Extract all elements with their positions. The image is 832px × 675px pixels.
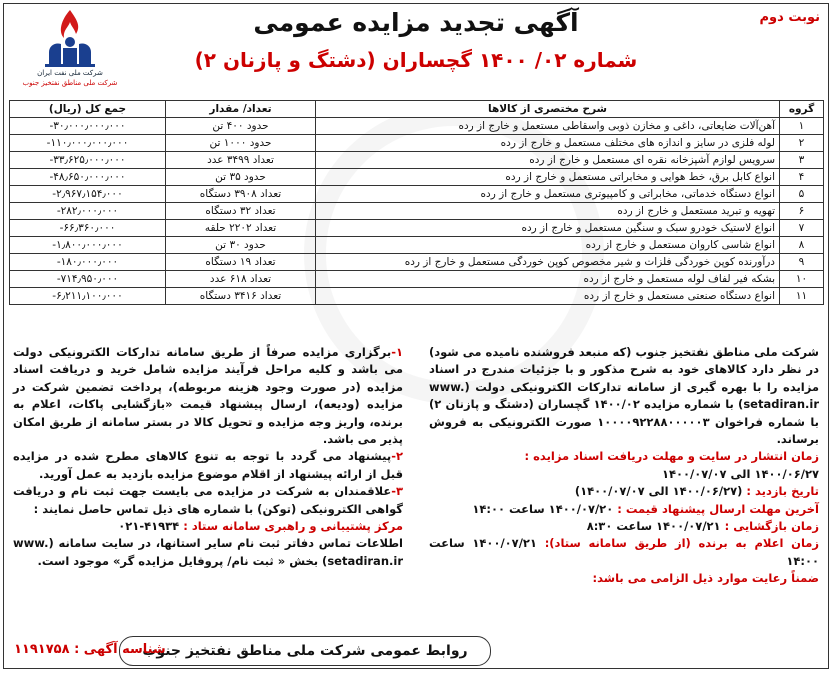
cell-desc: لوله فلزی در سایز و اندازه های مختلف مستعمل و خارج از رده <box>316 135 780 152</box>
cell-total: ۶۶٫۳۶۰٫۰۰۰- <box>10 220 166 237</box>
nioc-logo <box>10 8 130 98</box>
item1-num: ۱- <box>391 345 403 359</box>
page-subtitle: شماره ۰۲/ ۱۴۰۰ گچساران (دشتگ و پازنان ۲) <box>194 48 638 72</box>
col-header-desc: شرح مختصری از کالاها <box>316 101 780 118</box>
cell-qty: حدود ۱۰۰۰ تن <box>166 135 316 152</box>
cell-qty: حدود ۳۰ تن <box>166 237 316 254</box>
col-header-qty: تعداد/ مقدار <box>166 101 316 118</box>
cell-total: ۶٫۲۱۱٫۱۰۰٫۰۰۰- <box>10 288 166 305</box>
footer-banner: روابط عمومی شرکت ملی مناطق نفتخیز جنوب <box>119 636 491 666</box>
logo-caption-1: شرکت ملی نفت ایران <box>37 69 103 77</box>
cell-desc: انواع دستگاه خدماتی، مخابراتی و کامپیوتری مستعمل و خارج از رده <box>316 186 780 203</box>
footer <box>4 632 828 668</box>
table-row <box>10 135 824 152</box>
item2-num: ۲- <box>391 449 403 464</box>
table-row <box>10 203 824 220</box>
ad-id-value: ۱۱۹۱۷۵۸ <box>14 642 70 657</box>
support-label: مرکز پشتیبانی و راهبری سامانه ستاد : <box>183 519 403 534</box>
cell-total: ۴۸٫۶۵۰٫۰۰۰٫۰۰۰- <box>10 169 166 186</box>
table-row <box>10 254 824 271</box>
publish-value: ۱۴۰۰/۰۶/۲۷ الی ۱۴۰۰/۰۷/۰۷ <box>661 466 819 481</box>
cell-qty: تعداد ۳۴۱۶ دستگاه <box>166 288 316 305</box>
deadline-label: آخرین مهلت ارسال پیشنهاد قیمت : <box>617 501 819 516</box>
note-text: ضمناً رعایت موارد ذیل الزامی می باشد: <box>592 571 819 586</box>
cell-num: ۷ <box>780 220 824 237</box>
publish-label: زمان انتشار در سایت و مهلت دریافت اسناد مزایده : <box>524 449 819 464</box>
cell-total: ۷۱۴٫۹۵۰٫۰۰۰- <box>10 271 166 288</box>
cell-num: ۱۰ <box>780 271 824 288</box>
cell-desc: آهن‌آلات ضایعاتی، داغی و مخازن ذوبی واسقاطی مستعمل و خارج از رده <box>316 118 780 135</box>
table-row <box>10 271 824 288</box>
cell-total: ۳۳٫۶۲۵٫۰۰۰٫۰۰۰- <box>10 152 166 169</box>
notice-page <box>3 3 829 669</box>
cell-total: ۱٫۸۰۰٫۰۰۰٫۰۰۰- <box>10 237 166 254</box>
cell-total: ۳۰٫۰۰۰٫۰۰۰٫۰۰۰- <box>10 118 166 135</box>
round-label: نوبت دوم <box>759 10 820 25</box>
opening-label: زمان بازگشایی : <box>724 519 819 534</box>
support-phone: ۴۱۹۳۴-۰۲۱ <box>118 519 180 534</box>
page-title: آگهی تجدید مزایده عمومی <box>253 8 579 37</box>
notice-body <box>9 344 823 614</box>
table-row <box>10 118 824 135</box>
ad-id <box>14 642 166 657</box>
right-column <box>429 344 819 588</box>
cell-qty: حدود ۳۵ تن <box>166 169 316 186</box>
cell-desc: انواع کابل برق، خط هوایی و مخابراتی مستعمل و خارج از رده <box>316 169 780 186</box>
cell-num: ۴ <box>780 169 824 186</box>
cell-num: ۲ <box>780 135 824 152</box>
header <box>4 4 828 102</box>
cell-qty: تعداد ۳۴۹۹ عدد <box>166 152 316 169</box>
visit-label: تاریخ بازدید : <box>746 484 819 499</box>
table-row <box>10 169 824 186</box>
cell-num: ۸ <box>780 237 824 254</box>
table-row <box>10 288 824 305</box>
cell-qty: تعداد ۳۲ دستگاه <box>166 203 316 220</box>
col-header-group: گروه <box>780 101 824 118</box>
winner-label: زمان اعلام به برنده (از طریق سامانه ستاد): <box>544 536 820 551</box>
winner-value: ۱۴۰۰/۰۷/۲۱ ساعت ۱۴:۰۰ <box>429 536 819 568</box>
deadline-value: ۱۴۰۰/۰۷/۲۰ ساعت ۱۴:۰۰ <box>472 501 614 516</box>
cell-qty: تعداد ۶۱۸ عدد <box>166 271 316 288</box>
cell-desc: انواع شاسی کاروان مستعمل و خارج از رده <box>316 237 780 254</box>
ad-id-label: شناسه آگهی : <box>74 642 166 657</box>
cell-desc: انواع دستگاه صنعتی مستعمل و خارج از رده <box>316 288 780 305</box>
contact-text: اطلاعات تماس دفاتر ثبت نام سایر استانها، در سایت سامانه (www. setadiran.ir) بخش « ثبت نام/ پروفایل مزایده گر» موجود است. <box>13 536 403 568</box>
flame-logo-icon <box>41 8 99 68</box>
cell-total: ۲٫۹۶۷٫۱۵۴٫۰۰۰- <box>10 186 166 203</box>
items-table <box>9 100 824 305</box>
item3-num: ۳- <box>391 484 403 499</box>
item1-text: برگزاری مزایده صرفاً از طریق سامانه تدارکات الکترونیکی دولت می باشد و کلیه مراحل فرآیند مزایده شامل خرید و دریافت اسناد مزایده (در صورت وجود هزینه مربوطه)، پرداخت تضمین شرکت در مزایده (ودیعه)، ارسال پیشنهاد قیمت «بازگشایی پاکات، اعلام به برنده، واریز وجه مزایده و تحویل کالا در بستر سامانه از طریق امکان پذیر می باشد. <box>13 345 403 447</box>
cell-qty: تعداد ۱۹ دستگاه <box>166 254 316 271</box>
cell-num: ۵ <box>780 186 824 203</box>
logo-caption-2: شرکت ملی مناطق نفتخیز جنوب <box>22 79 118 87</box>
item2-text: پیشنهاد می گردد با توجه به تنوع کالاهای مطرح شده در مزایده قبل از ارائه پیشنهاد از اقلام موضوع مزایده بازدید به عمل آورید. <box>13 449 403 481</box>
table-header-row <box>10 101 824 118</box>
table-row <box>10 220 824 237</box>
item3-text: علاقمندان به شرکت در مزایده می بایست جهت ثبت نام و دریافت گواهی الکترونیکی (توکن) با شماره های ذیل تماس حاصل نمایند : <box>13 484 403 516</box>
visit-value: (۱۴۰۰/۰۶/۲۷ الی ۱۴۰۰/۰۷/۰۷) <box>574 484 743 499</box>
cell-total: ۱۸۰٫۰۰۰٫۰۰۰- <box>10 254 166 271</box>
cell-total: ۲۸۲٫۰۰۰٫۰۰۰- <box>10 203 166 220</box>
cell-qty: تعداد ۳۹۰۸ دستگاه <box>166 186 316 203</box>
cell-num: ۱ <box>780 118 824 135</box>
table-row <box>10 237 824 254</box>
cell-desc: سرویس لوازم آشپزخانه نقره ای مستعمل و خارج از رده <box>316 152 780 169</box>
cell-num: ۱۱ <box>780 288 824 305</box>
cell-total: ۱۱۰٫۰۰۰٫۰۰۰٫۰۰۰- <box>10 135 166 152</box>
table-row <box>10 152 824 169</box>
cell-desc: درآورنده کوپن خوردگی فلزات و شیر مخصوص کوپن خوردگی مستعمل و خارج از رده <box>316 254 780 271</box>
intro-text: شرکت ملی مناطق نفتخیز جنوب (که منبعد فروشنده نامیده می شود) در نظر دارد کالاهای خود به شرح مذکور و با جزئیات مندرج در اسناد مزایده را با بهره گیری از سامانه تدارکات الکترونیکی دولت (www. setadiran.ir) با شماره مزایده ۱۴۰۰/۰۲ گچساران (دشتگ و پازنان ۲) با شماره فراخوان ۱۰۰۰۰۹۲۲۸۸۰۰۰۰۰۳ صورت الکترونیکی به فروش برساند. <box>429 345 819 447</box>
col-header-total: جمع کل (ریال) <box>10 101 166 118</box>
opening-value: ۱۴۰۰/۰۷/۲۱ ساعت ۸:۳۰ <box>586 519 721 534</box>
cell-qty: تعداد ۲۲۰۲ حلقه <box>166 220 316 237</box>
cell-num: ۶ <box>780 203 824 220</box>
cell-num: ۳ <box>780 152 824 169</box>
cell-desc: تهویه و تبرید مستعمل و خارج از رده <box>316 203 780 220</box>
left-column <box>13 344 403 570</box>
cell-num: ۹ <box>780 254 824 271</box>
cell-qty: حدود ۴۰۰ تن <box>166 118 316 135</box>
cell-desc: انواع لاستیک خودرو سبک و سنگین مستعمل و خارج از رده <box>316 220 780 237</box>
cell-desc: بشکه فیر لفاف لوله مستعمل و خارج از رده <box>316 271 780 288</box>
table-row <box>10 186 824 203</box>
